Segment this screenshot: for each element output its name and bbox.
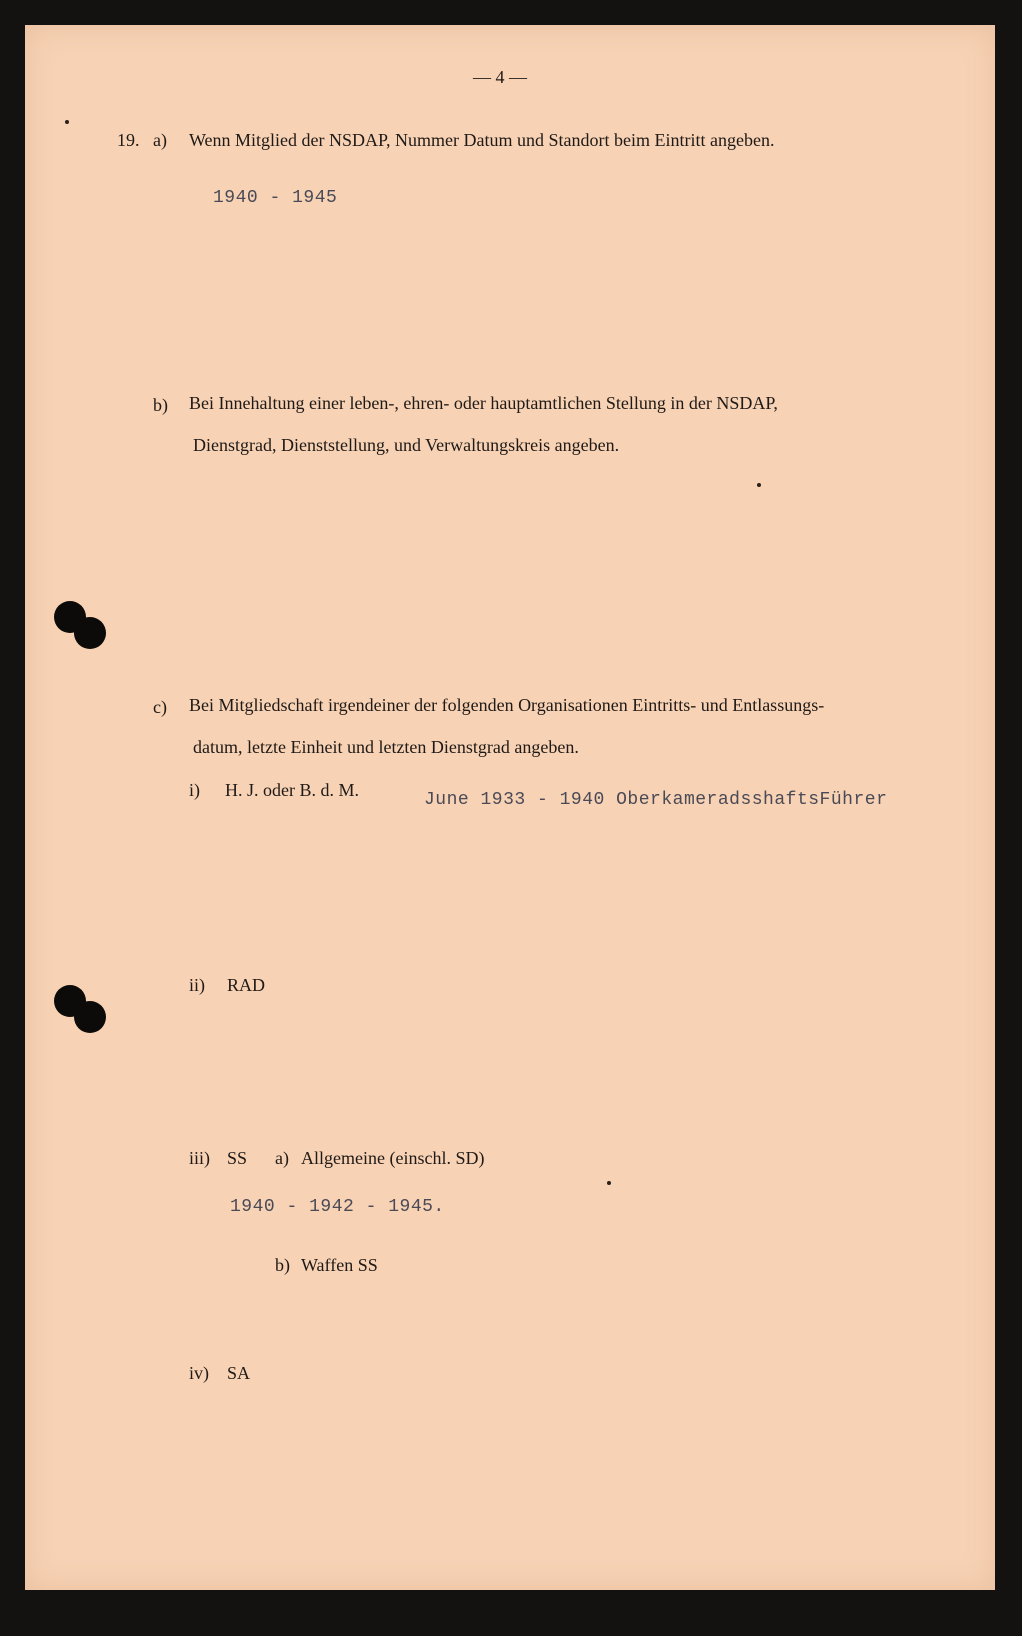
item-b-line2: Dienstgrad, Dienststellung, und Verwaltungskreis angeben. — [193, 435, 620, 455]
item-iii-a-answer: 1940 - 1942 - 1945. — [230, 1197, 445, 1217]
paper-speck — [607, 1181, 611, 1185]
item-iii-b-label: Waffen SS — [301, 1255, 378, 1275]
punch-hole — [74, 617, 106, 649]
document-page — [25, 25, 995, 1590]
item-iii-b-marker: b) — [275, 1255, 290, 1275]
item-ii-label: RAD — [227, 975, 266, 995]
item-a-text: Wenn Mitglied der NSDAP, Nummer Datum und Standort beim Eintritt angeben. — [189, 130, 775, 150]
item-iv-label: SA — [227, 1363, 251, 1383]
item-i-marker: i) — [189, 780, 200, 800]
item-iii-a-marker: a) — [275, 1148, 289, 1168]
item-i-answer: June 1933 - 1940 OberkameradsshaftsFührer — [424, 790, 888, 810]
item-c-marker: c) — [153, 697, 167, 717]
paper-speck — [65, 120, 69, 124]
item-c-line1: Bei Mitgliedschaft irgendeiner der folgenden Organisationen Eintritts- und Entlassungs- — [189, 695, 825, 715]
page-number: — 4 — — [473, 67, 527, 87]
item-iii-label: SS — [227, 1148, 248, 1168]
item-b-marker: b) — [153, 395, 168, 415]
punch-hole — [74, 1001, 106, 1033]
item-i-label: H. J. oder B. d. M. — [225, 780, 359, 800]
question-number: 19. — [117, 130, 140, 150]
paper-speck — [757, 483, 761, 487]
item-iii-a-label: Allgemeine (einschl. SD) — [301, 1148, 485, 1168]
item-iv-marker: iv) — [189, 1363, 209, 1383]
item-a-marker: a) — [153, 130, 167, 150]
item-ii-marker: ii) — [189, 975, 205, 995]
item-b-line1: Bei Innehaltung einer leben-, ehren- oder hauptamtlichen Stellung in der NSDAP, — [189, 393, 778, 413]
item-iii-marker: iii) — [189, 1148, 210, 1168]
item-c-line2: datum, letzte Einheit und letzten Dienstgrad angeben. — [193, 737, 579, 757]
item-a-answer: 1940 - 1945 — [213, 188, 338, 208]
